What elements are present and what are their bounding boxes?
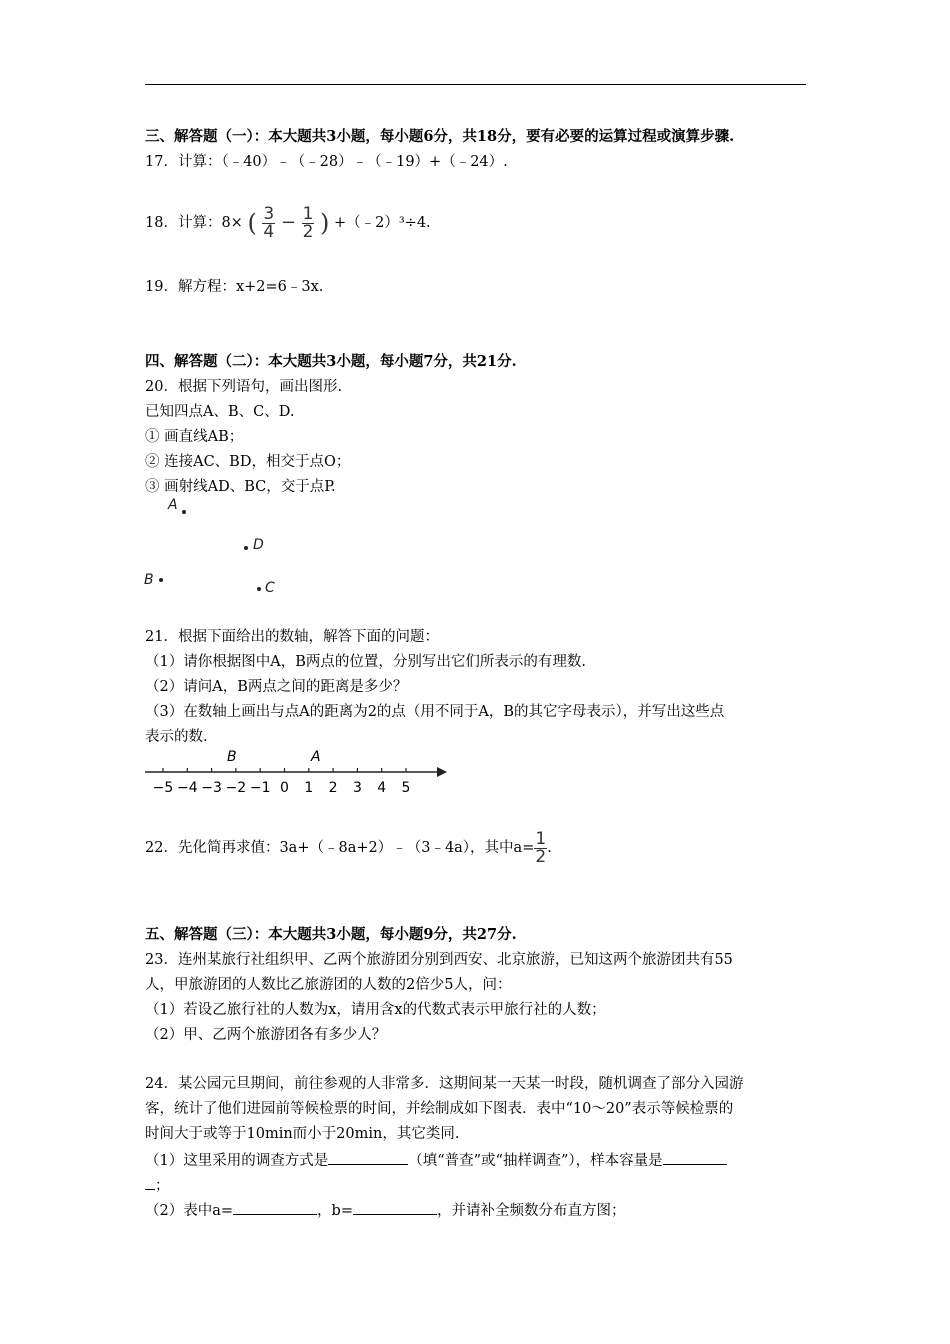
sample-size-blank[interactable] (663, 1150, 727, 1165)
q20-line5: ③ 画射线AD、BC，交于点P. (145, 479, 336, 495)
q18-fraction-1 (262, 203, 275, 242)
number-line (143, 748, 463, 798)
label-b: B (227, 749, 237, 765)
q23-line4: （2）甲、乙两个旅游团各有多少人？ (145, 1027, 387, 1043)
q22-suffix: . (547, 840, 552, 856)
q24-line4-part1: （1）这里采用的调查方式是 (145, 1153, 329, 1169)
q18-open-paren: ( (247, 209, 257, 237)
axis-tick-label: −1 (249, 780, 271, 796)
axis-tick-label: −3 (201, 780, 222, 796)
q24-line5-text: ； (155, 1178, 170, 1194)
point-a (182, 510, 186, 514)
q18-f2-denominator: 2 (302, 221, 314, 242)
q24-line3: 时间大于或等于10min而小于20min，其它类同. (145, 1126, 460, 1142)
a-value-blank[interactable] (233, 1200, 317, 1215)
point-d-label: D (253, 537, 264, 553)
sample-size-blank-cont[interactable] (145, 1175, 155, 1190)
q20-line4: ② 连接AC、BD，相交于点O； (145, 454, 351, 470)
point-a-label: A (168, 497, 178, 513)
q20-line3: ① 画直线AB； (145, 429, 244, 445)
q23-line3: （1）若设乙旅行社的人数为x，请用含x的代数式表示甲旅行社的人数； (145, 1002, 606, 1018)
point-c (257, 587, 261, 591)
q21-line1: 21．根据下面给出的数轴，解答下面的问题： (145, 629, 439, 645)
axis-tick-label: −4 (176, 780, 198, 796)
q18-close-paren: ) (320, 209, 330, 237)
point-b-label: B (144, 572, 154, 588)
q24-line4-part2: （填“普查”或“抽样调查”），样本容量是 (408, 1153, 663, 1169)
section5-heading: 五、解答题（三）：本大题共3小题，每小题9分，共27分. (145, 926, 517, 943)
q21-line2: （1）请你根据图中A，B两点的位置，分别写出它们所表示的有理数. (145, 654, 586, 670)
axis-tick-label: 1 (304, 780, 314, 796)
q22-fraction (534, 828, 547, 867)
q18-minus: − (280, 212, 296, 233)
axis-tick-label: 0 (280, 780, 289, 796)
header-rule (145, 84, 806, 85)
point-b (159, 578, 163, 582)
axis-tick-label: 4 (377, 780, 387, 796)
q24-line6 (145, 1200, 625, 1220)
b-value-blank[interactable] (353, 1200, 437, 1215)
axis-tick-label: 2 (328, 780, 338, 796)
section4-heading: 四、解答题（二）：本大题共3小题，每小题7分，共21分. (145, 353, 517, 370)
q24-line6-part3: ，并请补全频数分布直方图； (436, 1203, 626, 1219)
q20-line1: 20．根据下列语句，画出图形. (145, 379, 343, 395)
q18-fraction-2 (302, 203, 315, 242)
section3-heading: 三、解答题（一）：本大题共3小题，每小题6分，共18分，要有必要的运算过程或演算步骤. (145, 128, 735, 145)
question-17: 17．计算：（﹣40）﹣（﹣28）﹣（﹣19）+（﹣24）. (145, 154, 508, 170)
q24-line6-part1: （2）表中a= (145, 1203, 234, 1219)
q24-line6-part2: ，b= (317, 1203, 353, 1219)
point-d (244, 546, 248, 550)
question-19: 19．解方程：x+2=6﹣3x. (145, 279, 324, 295)
q24-line5 (145, 1175, 170, 1195)
q21-line4: （3）在数轴上画出与点A的距离为2的点（用不同于A，B的其它字母表示），并写出这些点 (145, 704, 725, 720)
q18-prefix: 18．计算：8× (145, 215, 243, 231)
axis-arrow (437, 767, 447, 777)
q23-line2: 人，甲旅游团的人数比乙旅游团的人数的2倍少5人，问： (145, 977, 512, 993)
q18-f1-numerator: 3 (263, 203, 275, 224)
q21-line5: 表示的数. (145, 729, 208, 745)
question-18 (145, 204, 431, 242)
axis-tick-label: −2 (225, 780, 247, 796)
q24-line4 (145, 1150, 727, 1170)
q23-line1: 23．连州某旅行社组织甲、乙两个旅游团分别到西安、北京旅游，已知这两个旅游团共有55 (145, 952, 733, 968)
q24-line1: 24．某公园元旦期间，前往参观的人非常多．这期间某一天某一时段，随机调查了部分入园游 (145, 1076, 744, 1092)
q18-f2-numerator: 1 (302, 203, 314, 224)
label-a: A (311, 749, 321, 765)
point-c-label: C (265, 580, 275, 596)
q22-prefix: 22．先化简再求值：3a+（﹣8a+2）﹣（3﹣4a），其中a= (145, 840, 535, 856)
axis-tick-label: 5 (401, 780, 411, 796)
axis-tick-label: 3 (352, 780, 362, 796)
survey-method-blank[interactable] (328, 1150, 408, 1165)
question-22 (145, 830, 552, 866)
q22-numerator: 1 (535, 828, 547, 849)
q22-denominator: 2 (535, 846, 547, 867)
q20-line2: 已知四点A、B、C、D. (145, 404, 295, 420)
axis-tick-label: −5 (152, 780, 174, 796)
q21-line3: （2）请问A，B两点之间的距离是多少？ (145, 679, 408, 695)
q18-f1-denominator: 4 (263, 221, 275, 242)
q18-suffix: +（﹣2）³÷4. (333, 215, 431, 231)
q24-line2: 客，统计了他们进园前等候检票的时间，并绘制成如下图表．表中“10～20”表示等候检票的 (145, 1101, 734, 1117)
